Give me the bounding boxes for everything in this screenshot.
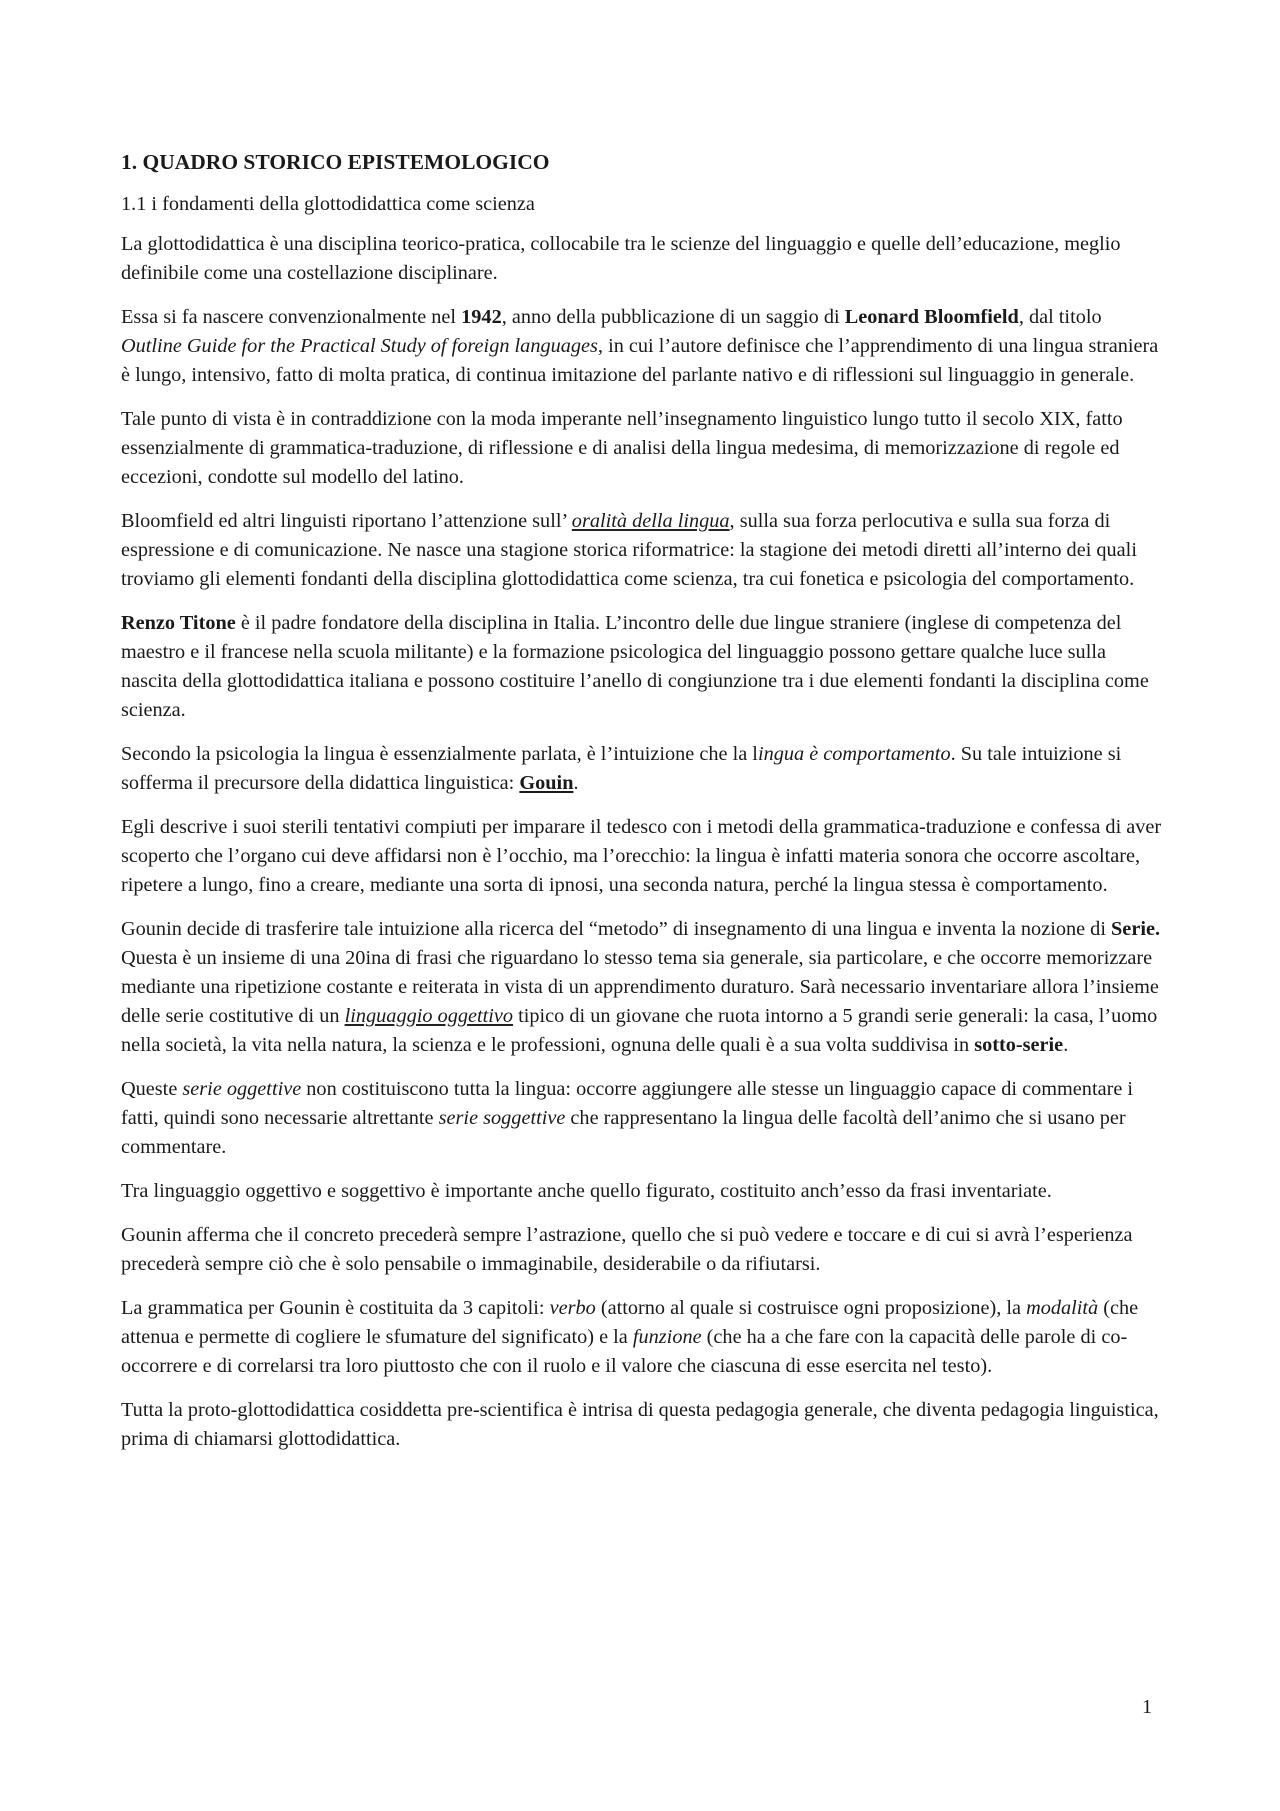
paragraph-10: Tra linguaggio oggettivo e soggettivo è importante anche quello figurato, costituito anch’esso da frasi inventariate.	[121, 1180, 1052, 1202]
text: Gounin decide di trasferire tale intuizione alla ricerca del “metodo” di insegnamento di una lingua e inventa la nozione di	[121, 918, 1112, 940]
text: che rappresentano la lingua delle facoltà dell’animo che si usano per commentare.	[121, 1107, 1126, 1158]
paragraph-5	[121, 609, 1166, 725]
text: Bloomfield ed altri linguisti riportano l’attenzione sull’	[121, 510, 572, 532]
text: , dal titolo	[1018, 306, 1102, 328]
author-bold: Leonard Bloomfield	[844, 306, 1019, 328]
text: Essa si fa nascere convenzionalmente nel	[121, 306, 462, 328]
modality-term: modalità	[1026, 1297, 1099, 1319]
text: , sulla sua forza perlocutiva e sulla sua forza di espressione e di comunicazione. Ne nasce una stagione storica riformatrice: la stagione dei metodi diretti all’interno dei quali troviamo gli elementi fondanti della disciplina glottodidattica come scienza, tra cui fonetica e psicologia del comportamento.	[121, 510, 1137, 590]
text: .	[1063, 1034, 1069, 1056]
paragraph-6	[121, 740, 1166, 798]
text: non costituiscono tutta la lingua: occorre aggiungere alle stesse un linguaggio capace di commentare i fatti, quindi sono necessarie altrettante	[121, 1078, 1134, 1129]
text: La grammatica per Gounin è costituita da 3 capitoli:	[121, 1297, 550, 1319]
text: (attorno al quale si costruisce ogni proposizione), la	[595, 1297, 1027, 1319]
paragraph-4	[121, 507, 1166, 594]
book-title-italic: Outline Guide for the Practical Study of foreign languages	[121, 335, 598, 357]
serie-term: Serie.	[1111, 918, 1161, 940]
titone-name: Renzo Titone	[121, 612, 236, 634]
subsection-heading: 1.1 i fondamenti della glottodidattica come scienza	[121, 193, 535, 215]
text: .	[573, 772, 579, 794]
paragraph-11: Gounin afferma che il concreto precederà sempre l’astrazione, quello che si può vedere e toccare e di cui si avrà l’esperienza precederà sempre ciò che è solo pensabile o immaginabile, desiderabile o da rifiutarsi.	[121, 1224, 1133, 1275]
text: Questa è un insieme di una 20ina di frasi che riguardano lo stesso tema sia generale, sia particolare, e che occorre memorizzare mediante una ripetizione costante e reiterata in vista di un apprendimento duraturo. Sarà necessario inventariare allora l’insieme delle serie costitutive di un	[121, 947, 1159, 1027]
objective-language-term: linguaggio oggettivo	[344, 1005, 514, 1027]
text: (che attenua e permette di cogliere le sfumature del significato) e la	[121, 1297, 1139, 1348]
objective-series-term: serie oggettive	[182, 1078, 302, 1100]
function-term: funzione	[632, 1326, 702, 1348]
sub-series-term: sotto-serie	[974, 1034, 1064, 1056]
section-heading: 1. QUADRO STORICO EPISTEMOLOGICO	[121, 150, 550, 174]
paragraph-8	[121, 915, 1166, 1060]
text: Secondo la psicologia la lingua è essenzialmente parlata, è l’intuizione che la l	[121, 743, 758, 765]
paragraph-12	[121, 1294, 1166, 1381]
text: , in cui l’autore definisce che l’apprendimento di una lingua straniera è lungo, intensivo, fatto di molta pratica, di continua imitazione del parlante nativo e di riflessioni sul linguaggio in generale.	[121, 335, 1159, 386]
document-body	[121, 148, 1166, 1469]
paragraph-1: La glottodidattica è una disciplina teorico-pratica, collocabile tra le scienze del linguaggio e quelle dell’educazione, meglio definibile come una costellazione disciplinare.	[121, 233, 1121, 284]
text: Queste	[121, 1078, 183, 1100]
verb-term: verbo	[549, 1297, 596, 1319]
text: (che ha a che fare con la capacità delle parole di co-occorrere e di correlarsi tra loro piuttosto che con il ruolo e il valore che ciascuna di esse esercita nel testo).	[121, 1326, 1128, 1377]
paragraph-7: Egli descrive i suoi sterili tentativi compiuti per imparare il tedesco con i metodi della grammatica-traduzione e confessa di aver scoperto che l’organo cui deve affidarsi non è l’occhio, ma l’orecchio: la lingua è infatti materia sonora che occorre ascoltare, ripetere a lungo, fino a creare, mediante una sorta di ipnosi, una seconda natura, perché la lingua stessa è comportamento.	[121, 816, 1162, 896]
text: è il padre fondatore della disciplina in Italia. L’incontro delle due lingue straniere (inglese di competenza del maestro e il francese nella scuola militante) e la formazione psicologica del linguaggio possono gettare qualche luce sulla nascita della glottodidattica italiana e possono costituire l’anello di congiunzione tra i due elementi fondanti la disciplina come scienza.	[121, 612, 1149, 721]
paragraph-2	[121, 303, 1166, 390]
page-number: 1	[1142, 1696, 1153, 1718]
gouin-name: Gouin	[519, 772, 574, 794]
subjective-series-term: serie soggettive	[438, 1107, 566, 1129]
text: . Su tale intuizione si sofferma il precursore della didattica linguistica:	[121, 743, 1122, 794]
paragraph-3: Tale punto di vista è in contraddizione con la moda imperante nell’insegnamento linguistico lungo tutto il secolo XIX, fatto essenzialmente di grammatica-traduzione, di riflessione e di analisi della lingua medesima, di memorizzazione di regole ed eccezioni, condotte sul modello del latino.	[121, 408, 1123, 488]
behaviour-term: ingua è comportamento	[757, 743, 951, 765]
year-bold: 1942	[461, 306, 502, 328]
paragraph-9	[121, 1075, 1166, 1162]
text: , anno della pubblicazione di un saggio di	[501, 306, 845, 328]
orality-term: oralità della lingua	[571, 510, 730, 532]
paragraph-13: Tutta la proto-glottodidattica cosiddetta pre-scientifica è intrisa di questa pedagogia generale, che diventa pedagogia linguistica, prima di chiamarsi glottodidattica.	[121, 1399, 1159, 1450]
text: tipico di un giovane che ruota intorno a 5 grandi serie generali: la casa, l’uomo nella società, la vita nella natura, la scienza e le professioni, ognuna delle quali è a sua volta suddivisa in	[121, 1005, 1158, 1056]
